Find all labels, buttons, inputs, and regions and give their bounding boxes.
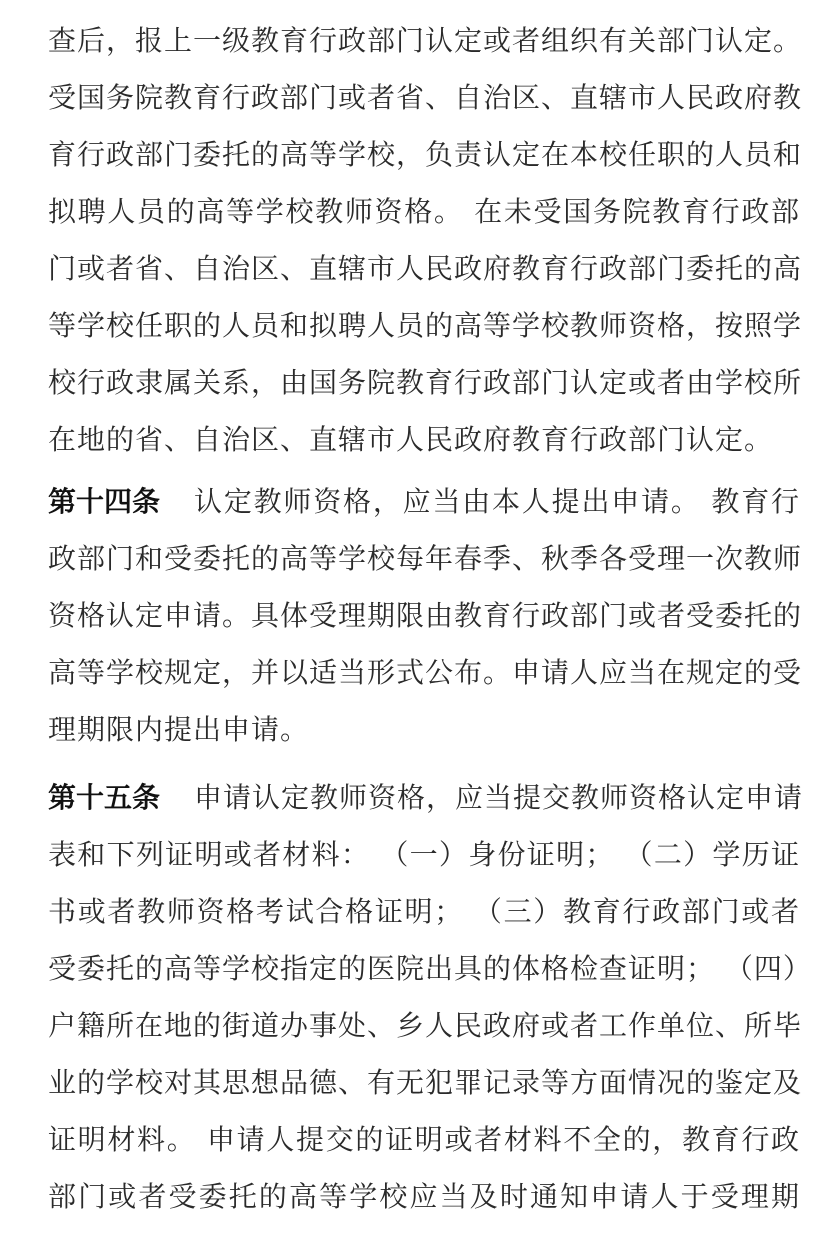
text-line: 高等学校规定，并以适当形式公布。申请人应当在规定的受 xyxy=(48,656,803,689)
article-first-line xyxy=(48,473,800,530)
article-14 xyxy=(48,473,803,758)
text-line: 受委托的高等学校指定的医院出具的体格检查证明； （四） xyxy=(48,952,812,985)
text-line: 部门或者受委托的高等学校应当及时通知申请人于受理期 xyxy=(48,1180,800,1213)
text-line: 申请认定教师资格，应当提交教师资格认定申请 xyxy=(194,781,804,814)
article-heading: 第十五条 xyxy=(48,781,161,814)
text-line: 校行政隶属关系，由国务院教育行政部门认定或者由学校所 xyxy=(48,366,803,399)
text-line: 户籍所在地的街道办事处、乡人民政府或者工作单位、所毕 xyxy=(48,1009,803,1042)
article-15 xyxy=(48,769,812,1225)
text-line: 门或者省、自治区、直辖市人民政府教育行政部门委托的高 xyxy=(48,252,803,285)
text-line: 表和下列证明或者材料： （一）身份证明； （二）学历证 xyxy=(48,838,800,871)
text-line: 受国务院教育行政部门或者省、自治区、直辖市人民政府教 xyxy=(48,81,803,114)
text-line: 政部门和受委托的高等学校每年春季、秋季各受理一次教师 xyxy=(48,542,803,575)
text-line: 业的学校对其思想品德、有无犯罪记录等方面情况的鉴定及 xyxy=(48,1066,803,1099)
text-line: 等学校任职的人员和拟聘人员的高等学校教师资格，按照学 xyxy=(48,309,803,342)
text-line: 育行政部门委托的高等学校，负责认定在本校任职的人员和 xyxy=(48,138,803,171)
article-heading: 第十四条 xyxy=(48,485,161,518)
paragraph-continuation xyxy=(48,12,803,468)
text-line: 查后，报上一级教育行政部门认定或者组织有关部门认定。 xyxy=(48,24,803,57)
document-body xyxy=(48,12,812,1225)
text-line: 认定教师资格，应当由本人提出申请。 教育行 xyxy=(194,485,800,518)
text-line: 证明材料。 申请人提交的证明或者材料不全的，教育行政 xyxy=(48,1123,800,1156)
article-first-line xyxy=(48,769,804,826)
text-line: 在地的省、自治区、直辖市人民政府教育行政部门认定。 xyxy=(48,423,774,456)
text-line: 理期限内提出申请。 xyxy=(48,713,310,746)
text-line: 拟聘人员的高等学校教师资格。 在未受国务院教育行政部 xyxy=(48,195,800,228)
text-line: 书或者教师资格考试合格证明； （三）教育行政部门或者 xyxy=(48,895,800,928)
text-line: 资格认定申请。具体受理期限由教育行政部门或者受委托的 xyxy=(48,599,803,632)
